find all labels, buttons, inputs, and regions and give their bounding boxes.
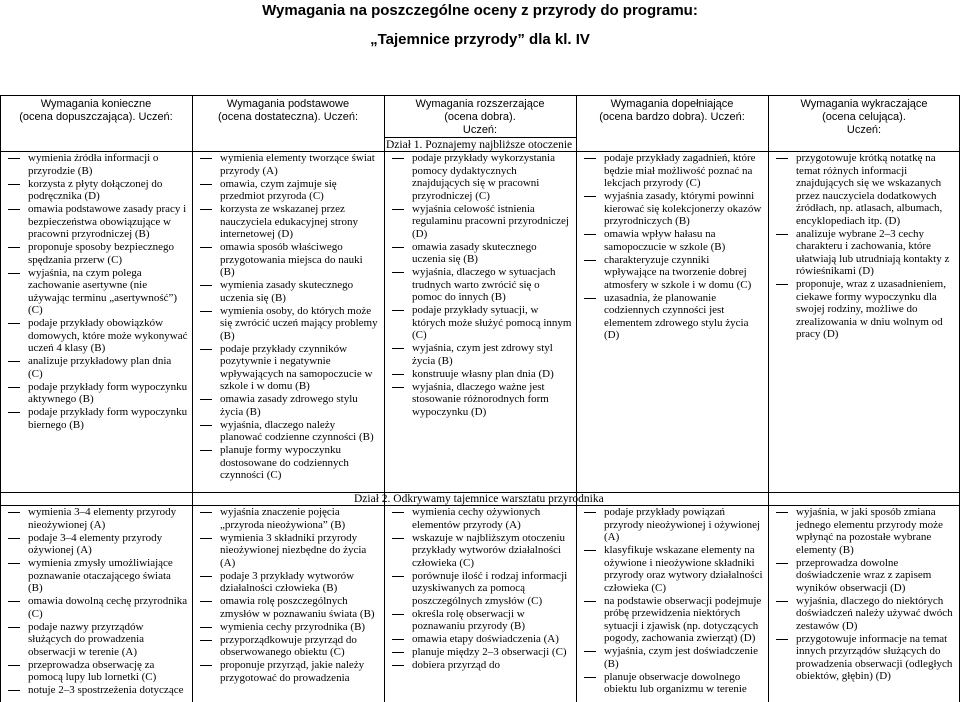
requirement-item: dobiera przyrząd do [390, 659, 572, 672]
header-line: Uczeń: [846, 124, 882, 136]
requirement-item: podaje nazwy przyrządów służących do prowadzenia obserwacji w terenie (A) [6, 621, 188, 659]
cell-s1-c4 [582, 152, 764, 342]
requirement-item: klasyfikuje wskazane elementy na ożywione i nieożywione składniki przyrody oraz wytwory działalności człowieka (C) [582, 544, 764, 594]
document-subtitle: „Tajemnice przyrody” dla kl. IV [370, 31, 590, 48]
cell-s1-c5 [774, 152, 956, 341]
requirement-item: konstruuje własny plan dnia (D) [390, 368, 572, 381]
requirement-item: omawia zasady skutecznego uczenia się (B) [390, 241, 572, 266]
header-line: (ocena dobra). [444, 111, 516, 123]
requirement-item: uzasadnia, że planowanie codziennych czynności jest elementem zdrowego stylu życia (D) [582, 292, 764, 342]
requirement-item: na podstawie obserwacji podejmuje próbę przewidzenia niektórych sytuacji i zjawisk (np. dotyczących pogody, zachowania zwierząt) (D) [582, 595, 764, 645]
requirement-item: określa rolę obserwacji w poznawaniu przyrody (B) [390, 608, 572, 633]
requirement-item: wyjaśnia, na czym polega zachowanie asertywne (nie używając terminu „asertywność”) (C) [6, 267, 188, 317]
requirement-item: podaje przykłady form wypoczynku aktywnego (B) [6, 381, 188, 406]
requirement-item: wskazuje w najbliższym otoczeniu przykłady wytworów działalności człowieka (C) [390, 532, 572, 570]
requirements-list [390, 506, 572, 672]
requirements-list [198, 506, 380, 684]
requirement-item: proponuje sposoby bezpiecznego spędzania przerw (C) [6, 241, 188, 266]
requirement-item: wyjaśnia, dlaczego należy planować codzienne czynności (B) [198, 419, 380, 444]
header-line: (ocena dopuszczająca). Uczeń: [19, 111, 173, 123]
requirements-list [6, 152, 188, 431]
requirement-item: podaje przykłady czynników pozytywnie i negatywnie wpływających na samopoczucie w szkole i w domu (B) [198, 343, 380, 393]
requirement-item: charakteryzuje czynniki wpływające na tworzenie dobrej atmosfery w szkole i w domu (C) [582, 254, 764, 292]
requirements-list [198, 152, 380, 482]
requirement-item: podaje przykłady form wypoczynku biernego (B) [6, 406, 188, 431]
header-line: (ocena celująca). [822, 111, 906, 123]
header-line: (ocena dostateczna). Uczeń: [217, 111, 359, 123]
cell-s2-c1 [6, 506, 188, 697]
column-divider [192, 96, 193, 702]
section-rule [384, 137, 576, 138]
cell-s2-c2 [198, 506, 380, 685]
cell-s1-c3 [390, 152, 572, 419]
cell-s2-c3 [390, 506, 572, 672]
column-divider [384, 96, 385, 702]
header-line: Wymagania rozszerzające [415, 98, 545, 110]
requirements-list [774, 152, 956, 341]
header-line: Wymagania konieczne [40, 98, 152, 110]
requirement-item: analizuje wybrane 2–3 cechy charakteru i zachowania, które ułatwiają lub utrudniają kontakty z rówieśnikami (D) [774, 228, 956, 278]
requirements-list [582, 152, 764, 342]
cell-s1-c1 [6, 152, 188, 432]
requirement-item: proponuje, wraz z uzasadnieniem, ciekawe formy wypoczynku dla swojej rodziny, możliwe do zrealizowania w dniu wolnym od pracy (D) [774, 278, 956, 341]
header-cell [0, 98, 192, 124]
requirement-item: wyjaśnia, czym jest doświadczenie (B) [582, 645, 764, 670]
column-divider [768, 96, 769, 702]
requirement-item: podaje przykłady sytuacji, w których może służyć pomocą innym (C) [390, 304, 572, 342]
header-cell [384, 98, 576, 137]
requirement-item: przygotowuje informacje na temat innych przyrządów służących do prowadzenia obserwacji (odległych obiektów, głębin) (D) [774, 633, 956, 683]
requirement-item: podaje przykłady zagadnień, które będzie miał możliwość poznać na lekcjach przyrody (C) [582, 152, 764, 190]
requirement-item: omawia, czym zajmuje się przedmiot przyroda (C) [198, 178, 380, 203]
requirement-item: wymienia zmysły umożliwiające poznawanie otaczającego świata (B) [6, 557, 188, 595]
requirement-item: korzysta z płyty dołączonej do podręcznika (D) [6, 178, 188, 203]
requirement-item: omawia sposób właściwego przygotowania miejsca do nauki (B) [198, 241, 380, 279]
cell-s2-c4 [582, 506, 764, 696]
requirement-item: analizuje przykładowy plan dnia (C) [6, 355, 188, 380]
requirement-item: przeprowadza obserwację za pomocą lupy lub lornetki (C) [6, 659, 188, 684]
header-cell [576, 98, 768, 124]
requirement-item: wymienia elementy tworzące świat przyrody (A) [198, 152, 380, 177]
requirement-item: wyjaśnia celowość istnienia regulaminu pracowni przyrodniczej (D) [390, 203, 572, 241]
header-line: Wymagania podstawowe [226, 98, 350, 110]
header-line: (ocena bardzo dobra). Uczeń: [599, 111, 745, 123]
requirement-item: przeprowadza dowolne doświadczenie wraz z zapisem wyników obserwacji (D) [774, 557, 956, 595]
requirements-list [582, 506, 764, 696]
cell-s1-c2 [198, 152, 380, 482]
requirement-item: wymienia 3 składniki przyrody nieożywionej niezbędne do życia (A) [198, 532, 380, 570]
requirement-item: podaje przykłady powiązań przyrody nieożywionej i ożywionej (A) [582, 506, 764, 544]
requirements-list [774, 506, 956, 683]
requirement-item: porównuje ilość i rodzaj informacji uzyskiwanych za pomocą poszczególnych zmysłów (C) [390, 570, 572, 608]
requirements-table [0, 95, 960, 702]
requirement-item: wyjaśnia znaczenie pojęcia „przyroda nieożywiona” (B) [198, 506, 380, 531]
requirement-item: planuje formy wypoczynku dostosowane do codziennych czynności (C) [198, 444, 380, 482]
requirement-item: wyjaśnia zasady, którymi powinni kierować się kolekcjonerzy okazów przyrodniczych (B) [582, 190, 764, 228]
header-line: Wymagania dopełniające [610, 98, 734, 110]
requirement-item: wyjaśnia, dlaczego do niektórych doświadczeń należy używać dwóch zestawów (D) [774, 595, 956, 633]
requirement-item: wyjaśnia, dlaczego ważne jest stosowanie różnorodnych form wypoczynku (D) [390, 381, 572, 419]
requirement-item: omawia wpływ hałasu na samopoczucie w szkole (B) [582, 228, 764, 253]
requirement-item: wymienia 3–4 elementy przyrody nieożywionej (A) [6, 506, 188, 531]
requirement-item: omawia zasady zdrowego stylu życia (B) [198, 393, 380, 418]
table-border-left [0, 96, 1, 702]
requirement-item: planuje obserwacje dowolnego obiektu lub organizmu w terenie [582, 671, 764, 696]
requirements-list [6, 506, 188, 697]
requirement-item: omawia rolę poszczególnych zmysłów w poznawaniu świata (B) [198, 595, 380, 620]
header-line: Uczeń: [462, 124, 498, 136]
header-cell [768, 98, 960, 137]
section-title: Dział 1. Poznajemy najbliższe otoczenie [386, 139, 573, 151]
header-line: Wymagania wykraczające [800, 98, 928, 110]
requirement-item: podaje przykłady wykorzystania pomocy dydaktycznych znajdujących się w pracowni przyrodniczej (C) [390, 152, 572, 202]
requirement-item: wymienia zasady skutecznego uczenia się (B) [198, 279, 380, 304]
requirement-item: wymienia osoby, do których może się zwrócić uczeń mający problemy (B) [198, 305, 380, 343]
requirement-item: podaje 3 przykłady wytworów działalności człowieka (B) [198, 570, 380, 595]
requirements-list [390, 152, 572, 418]
requirement-item: wyjaśnia, dlaczego w sytuacjach trudnych warto zwrócić się o pomoc do innych (B) [390, 266, 572, 304]
requirement-item: korzysta ze wskazanej przez nauczyciela edukacyjnej strony internetowej (D) [198, 203, 380, 241]
requirement-item: notuje 2–3 spostrzeżenia dotyczące [6, 684, 188, 697]
requirement-item: podaje 3–4 elementy przyrody ożywionej (A) [6, 532, 188, 557]
requirement-item: proponuje przyrząd, jakie należy przygotować do prowadzenia [198, 659, 380, 684]
requirement-item: podaje przykłady obowiązków domowych, które może wykonywać uczeń 4 klasy (B) [6, 317, 188, 355]
cell-s2-c5 [774, 506, 956, 683]
column-divider [576, 96, 577, 702]
requirement-item: wymienia cechy przyrodnika (B) [198, 621, 380, 634]
requirement-item: planuje między 2–3 obserwacji (C) [390, 646, 572, 659]
requirement-item: omawia podstawowe zasady pracy i bezpieczeństwa obowiązujące w pracowni przyrodniczej (B) [6, 203, 188, 241]
header-cell [192, 98, 384, 124]
document-title: Wymagania na poszczególne oceny z przyrody do programu: [262, 2, 698, 19]
requirement-item: przyporządkowuje przyrząd do obserwowanego obiektu (C) [198, 634, 380, 659]
requirement-item: przygotowuje krótką notatkę na temat różnych informacji znajdujących się we wskazanych przez nauczyciela dodatkowych źródłach, np. atlasach, albumach, encyklopediach itp. (D) [774, 152, 956, 227]
requirement-item: wyjaśnia, czym jest zdrowy styl życia (B) [390, 342, 572, 367]
requirement-item: wymienia źródła informacji o przyrodzie (B) [6, 152, 188, 177]
requirement-item: wyjaśnia, w jaki sposób zmiana jednego elementu przyrody może wpłynąć na pozostałe wybrane elementy (B) [774, 506, 956, 556]
requirement-item: wymienia cechy ożywionych elementów przyrody (A) [390, 506, 572, 531]
section-title: Dział 2. Odkrywamy tajemnice warsztatu przyrodnika [354, 493, 604, 505]
requirement-item: omawia dowolną cechę przyrodnika (C) [6, 595, 188, 620]
requirement-item: omawia etapy doświadczenia (A) [390, 633, 572, 646]
